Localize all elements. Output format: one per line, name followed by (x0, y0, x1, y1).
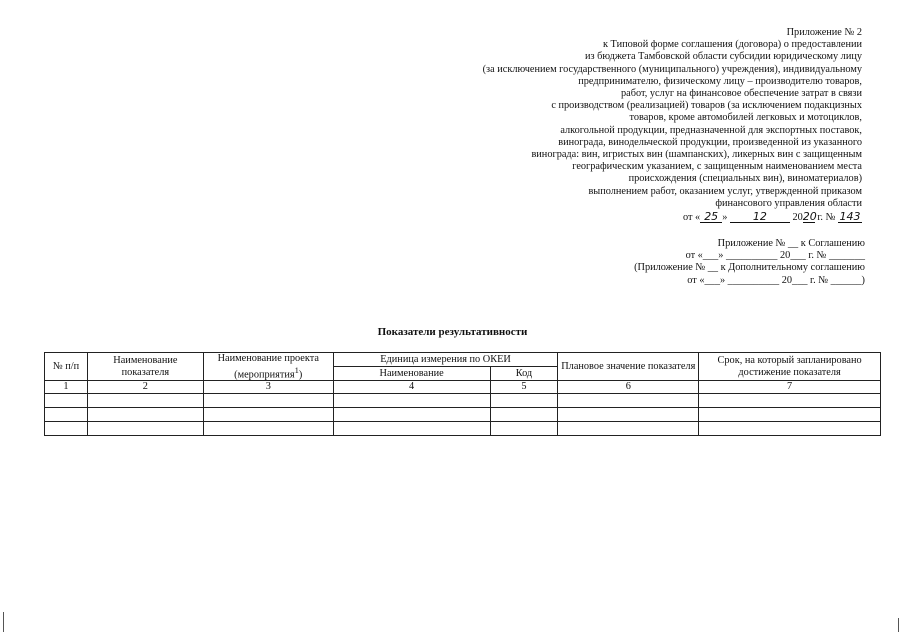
table-cell (45, 407, 88, 421)
header-row (45, 353, 881, 367)
table-cell (203, 421, 333, 435)
header-line: к Типовой форме соглашения (договора) о предоставлении (602, 39, 862, 51)
table-cell (558, 393, 699, 407)
table-cell (699, 407, 881, 421)
header-line: из бюджета Тамбовской области субсидии юридическому лицу (585, 51, 862, 63)
table-cell (87, 421, 203, 435)
header-line: работ, услуг на финансовое обеспечение затрат в связи (621, 88, 862, 100)
column-number: 7 (699, 381, 881, 394)
year-prefix: 20 (792, 212, 803, 224)
table-cell (333, 393, 490, 407)
header-line: винограда: вин, игристых вин (шампанских), ликерных вин с защищенным (531, 149, 862, 161)
handwritten-day: 25 (700, 211, 722, 223)
table-cell (490, 421, 558, 435)
table-cell (490, 407, 558, 421)
table-cell (45, 421, 88, 435)
header-line: выполнением работ, оказанием услуг, утвержденной приказом (588, 185, 862, 197)
header-line: Приложение № 2 (786, 27, 862, 38)
table-cell (333, 421, 490, 435)
table-cell (333, 407, 490, 421)
table-cell (87, 407, 203, 421)
project-header-text: Наименование проекта (мероприятия (217, 353, 319, 380)
header-line: (за исключением государственного (муниципального) учреждения), индивидуальному (482, 63, 862, 75)
project-header-close: ) (298, 368, 303, 380)
appendix-line: от «___» __________ 20___ г. № ______) (687, 274, 865, 286)
table-cell (558, 407, 699, 421)
column-number: 5 (490, 381, 558, 394)
order-date-line (342, 211, 862, 224)
col-project-name-header (203, 353, 333, 381)
col-unit-name-header: Наименование (333, 367, 490, 381)
table-row (45, 393, 881, 407)
column-number: 6 (558, 381, 699, 394)
col-planned-value-header: Плановое значение показателя (558, 353, 699, 381)
header-line: географическим указанием, с защищенным наименованием места (572, 161, 862, 173)
header-line: происхождения (специальных вин), виноматериалов) (628, 173, 862, 185)
table-cell (558, 421, 699, 435)
header-line: винограда, винодельческой продукции, произведенной из указанного (558, 136, 862, 148)
agreement-appendix-block (565, 238, 865, 287)
date-prefix: от « (682, 212, 701, 224)
table-cell (699, 421, 881, 435)
table-cell (203, 407, 333, 421)
table-row (45, 407, 881, 421)
col-deadline-header: Срок, на который запланировано достижение показателя (699, 353, 881, 381)
scan-artifact (898, 618, 899, 632)
column-number: 4 (333, 381, 490, 394)
handwritten-month: 12 (730, 211, 790, 223)
column-number: 3 (203, 381, 333, 394)
handwritten-number: 143 (839, 210, 861, 224)
table-cell (87, 393, 203, 407)
footnote-mark: 1 (294, 364, 299, 375)
col-unit-code-header: Код (490, 367, 558, 381)
header-line: алкогольной продукции, предназначенной для экспортных поставок, (560, 124, 862, 136)
scan-artifact (3, 612, 4, 632)
indicators-table (44, 352, 881, 436)
appendix-line: от «___» __________ 20___ г. № _______ (685, 250, 865, 262)
column-number: 1 (45, 381, 88, 394)
number-prefix: г. № (817, 212, 836, 224)
appendix-line: (Приложение № __ к Дополнительному соглашению (634, 262, 865, 274)
column-numbers-row (45, 381, 881, 394)
date-mid: » (722, 212, 728, 224)
header-line: финансового управления области (715, 197, 862, 209)
appendix-line: Приложение № __ к Соглашению (717, 238, 865, 249)
table-row (45, 421, 881, 435)
handwritten-year: 20 (802, 210, 817, 224)
col-indicator-name-header: Наименование показателя (87, 353, 203, 381)
table-cell (203, 393, 333, 407)
header-line: предпринимателю, физическому лицу – производителю товаров, (578, 75, 862, 87)
col-number-header: № п/п (45, 353, 88, 381)
annex-header (342, 27, 862, 224)
table-cell (45, 393, 88, 407)
header-line: товаров, кроме автомобилей легковых и мотоциклов, (629, 112, 862, 124)
page-title: Показатели результативности (377, 326, 528, 338)
col-unit-header: Единица измерения по ОКЕИ (333, 353, 558, 367)
column-number: 2 (87, 381, 203, 394)
header-line: с производством (реализацией) товаров (за исключением подакцизных (551, 100, 862, 112)
table-cell (699, 393, 881, 407)
table-cell (490, 393, 558, 407)
